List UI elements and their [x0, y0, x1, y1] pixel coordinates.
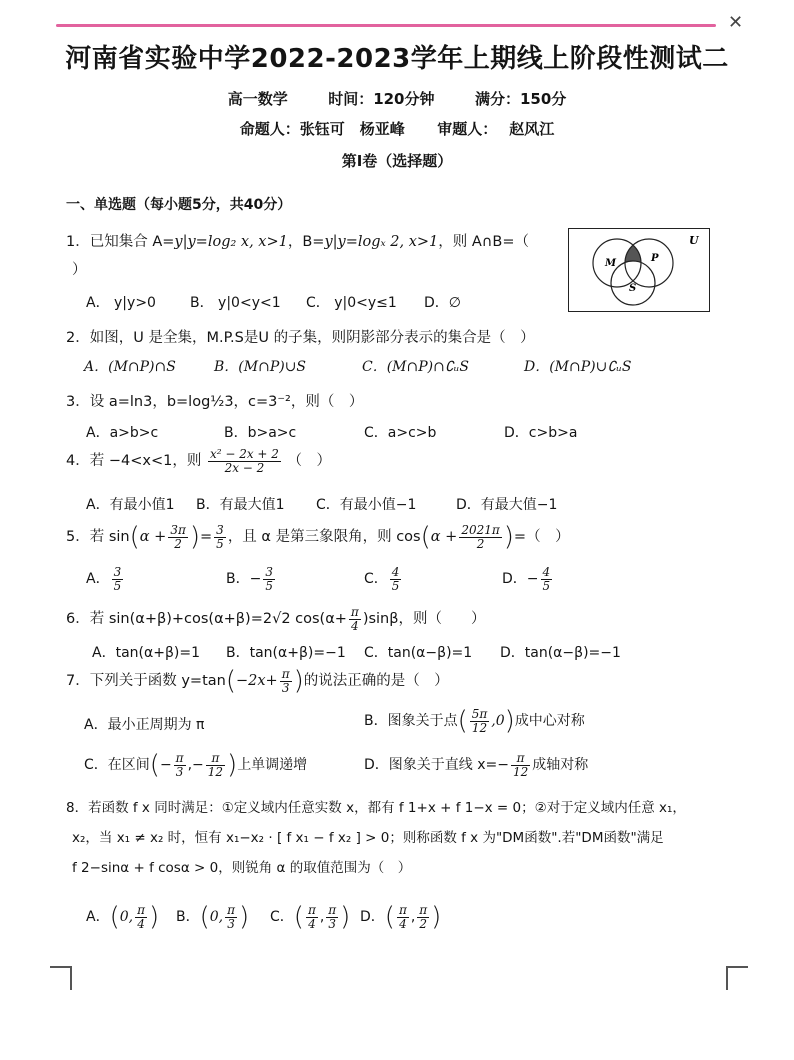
q8-option-b[interactable]: B．(0, $\frac{\pi}{3}$ ): [176, 902, 250, 932]
q5-b-num: 3: [265, 565, 273, 579]
q5-option-d[interactable]: [502, 566, 554, 592]
question-2-stem: 2．如图，U 是全集，M.P.S是U 的子集，则阴影部分表示的集合是（ ）: [66, 330, 535, 346]
q7-b-text-a: B．图象关于点: [364, 713, 458, 729]
q5-option-c[interactable]: [364, 566, 403, 592]
q4-text-b: （ ）: [287, 453, 332, 470]
crop-mark-left: [50, 966, 72, 990]
q3-option-c[interactable]: C．a>c>b: [364, 425, 437, 441]
q8-c-frac2: [326, 904, 338, 930]
q7-c-num2: π: [206, 752, 225, 766]
q5-d-den: 5: [542, 578, 551, 593]
q1-option-d[interactable]: D．∅: [424, 295, 461, 311]
q1-text-c: ，则 A∩B=（: [438, 234, 530, 250]
q1-option-a[interactable]: A． y|y>0: [86, 295, 156, 311]
q8-d-den1: 4: [399, 916, 407, 931]
q6-num: π: [350, 605, 359, 619]
q8-d-frac1: [397, 904, 409, 930]
question-3-stem: 3．设 a=ln3，b=log½3，c=3⁻²，则（ ）: [66, 394, 364, 410]
q7-option-b[interactable]: B．图象关于点( $\frac{5\pi}{12}$ ,0)成中心对称: [364, 706, 585, 736]
authors: 张钰可 杨亚峰: [299, 120, 405, 138]
q5-arg2: α +: [430, 529, 458, 545]
q7-c-frac2: [206, 752, 225, 778]
full-score: 满分：150分: [474, 90, 567, 108]
question-4-stem: [66, 448, 331, 474]
q7-b-den: 12: [471, 720, 488, 735]
label-u: U: [689, 234, 699, 247]
question-6-stem: [66, 606, 486, 632]
q2-option-b[interactable]: B．(M∩P)∪S: [214, 359, 307, 375]
q8-c-den2: 3: [328, 916, 337, 931]
q5-frac3-den: 2: [476, 536, 485, 551]
q3-option-d[interactable]: D．c>b>a: [504, 425, 578, 441]
q8-c-num2: π: [328, 902, 337, 917]
q7-option-a[interactable]: A．最小正周期为 π: [84, 717, 205, 733]
question-8-line-3: f 2−sinα + f cosα > 0，则锐角 α 的取值范围为（ ）: [72, 860, 412, 876]
label-s: S: [629, 283, 637, 294]
q5-c-den: 5: [391, 578, 400, 593]
q8-c-num1: π: [307, 902, 316, 917]
q4-option-b[interactable]: B．有最大值1: [196, 497, 285, 513]
q8-option-d[interactable]: D．( $\frac{\pi}{4}$ , $\frac{\pi}{2}$ ): [360, 902, 442, 932]
q5-a-frac: [112, 566, 124, 592]
duration: 时间：120分钟: [328, 90, 435, 108]
q8-option-a[interactable]: A．(0, $\frac{\pi}{4}$ ): [86, 902, 160, 932]
q6-text-a: 6．若 sin(α+β)+cos(α+β)=2√2 cos(α+: [66, 611, 347, 628]
q5-eq: =: [200, 529, 213, 545]
q7-b-frac: [470, 708, 490, 734]
reviewer-label: 审题人：: [437, 120, 498, 138]
q5-frac1-den: 2: [174, 536, 182, 551]
q1-close-paren: ）: [72, 262, 87, 278]
q7-c-text-a: C．在区间: [84, 757, 150, 773]
q5-c-num: 4: [391, 565, 400, 579]
q5-d-frac: [541, 566, 553, 592]
q5-a-label: A．: [86, 571, 110, 588]
q8-d-label: D．: [360, 909, 385, 925]
q6-text-b: )sinβ，则（ ）: [362, 611, 486, 628]
q8-a-frac: [135, 904, 147, 930]
q8-option-c[interactable]: C．( $\frac{\pi}{4}$ , $\frac{\pi}{3}$ ): [270, 902, 351, 932]
q5-c-label: C．: [364, 571, 388, 588]
q5-d-label: D．−: [502, 571, 539, 588]
q5-frac3-num: 2021π: [461, 522, 500, 537]
q7-c-text-b: 上单调递增: [237, 757, 308, 773]
q5-text-c: =（ ）: [513, 529, 570, 545]
q1-set-a: y|y=log₂ x, x>1: [174, 234, 288, 250]
volume-heading: 第I卷（选择题）: [341, 152, 453, 170]
subject: 高一数学: [227, 90, 288, 108]
q6-option-b[interactable]: B．tan(α+β)=−1: [226, 645, 346, 661]
q1-text-b: ，B=: [287, 234, 325, 250]
q5-arg1: α +: [139, 529, 167, 545]
q5-c-frac: [390, 566, 402, 592]
q7-c-frac1: [174, 752, 186, 778]
q5-frac3: [459, 524, 501, 550]
q5-frac2-den: 5: [216, 536, 224, 551]
q8-c-den1: 4: [308, 916, 316, 931]
q7-c-den1: 3: [175, 764, 184, 779]
q2-option-d[interactable]: D．(M∩P)∪∁ᵤS: [524, 359, 632, 375]
q4-denominator: 2x − 2: [224, 460, 265, 475]
q6-frac: [349, 606, 361, 632]
q7-num: π: [281, 666, 290, 681]
q7-b-num: 5π: [471, 706, 488, 721]
q7-den: 3: [281, 680, 290, 695]
q8-d-num2: π: [419, 902, 428, 917]
q6-den: 4: [351, 618, 359, 633]
q1-option-c[interactable]: C． y|0<y≤1: [306, 295, 397, 311]
q7-d-text-b: 成轴对称: [532, 757, 589, 774]
author-line: [0, 118, 794, 139]
q6-option-a[interactable]: A．tan(α+β)=1: [92, 645, 200, 661]
q4-text-a: 4．若 −4<x<1，则: [66, 453, 202, 470]
q7-b-text-b: 成中心对称: [514, 713, 585, 729]
q5-b-label: B．−: [226, 571, 262, 588]
header-accent-line: [56, 24, 716, 27]
q8-b-label: B．: [176, 909, 200, 925]
q1-set-b: y|y=logₓ 2, x>1: [324, 234, 439, 250]
q8-d-frac2: [417, 904, 429, 930]
crop-mark-right: [726, 966, 748, 990]
q4-option-c[interactable]: C．有最小值−1: [316, 497, 417, 513]
q8-d-num1: π: [398, 902, 407, 917]
q7-d-num: π: [511, 752, 530, 766]
section-heading: 一、单选题（每小题5分，共40分）: [66, 197, 292, 213]
q4-option-d[interactable]: D．有最大值−1: [456, 497, 558, 513]
exam-info: [0, 88, 794, 109]
q5-a-num: 3: [113, 565, 122, 579]
q8-d-den2: 2: [419, 916, 428, 931]
q5-option-a[interactable]: [86, 566, 125, 592]
q3-option-b[interactable]: B．b>a>c: [224, 425, 297, 441]
q7-b-mid: ,0: [491, 713, 505, 729]
q8-c-frac1: [306, 904, 318, 930]
q4-option-a[interactable]: A．有最小值1: [86, 497, 175, 513]
authors-label: 命题人：: [239, 120, 300, 138]
q7-option-d[interactable]: [364, 752, 588, 778]
q7-d-frac: [511, 752, 530, 778]
q8-b-num: π: [227, 902, 236, 917]
question-8-line-1: 8．若函数 f x 同时满足：①定义域内任意实数 x，都有 f 1+x + f 1−x = 0；②对于定义域内任意 x₁，: [66, 800, 686, 816]
q5-frac1-num: 3π: [170, 522, 186, 537]
q7-c-den2: 12: [207, 764, 224, 779]
q7-option-c[interactable]: C．在区间(− $\frac{\pi}{3}$ ,− $\frac{\pi}{12}$ )上单调递增: [84, 750, 308, 780]
q5-frac1: [168, 524, 188, 550]
q5-frac2: [214, 524, 226, 550]
q8-a-den: 4: [137, 916, 145, 931]
q7-arg: −2x+: [235, 673, 278, 689]
q7-d-den: 12: [512, 764, 529, 779]
shaded-region: [611, 239, 673, 305]
close-icon[interactable]: ✕: [728, 12, 744, 33]
q5-d-num: 4: [542, 565, 551, 579]
page-title: 河南省实验中学2022-2023学年上期线上阶段性测试二: [65, 44, 729, 74]
q5-option-b[interactable]: [226, 566, 277, 592]
question-1-stem: [66, 230, 529, 251]
question-8-line-2: x₂，当 x₁ ≠ x₂ 时，恒有 x₁−x₂ · [ f x₁ − f x₂ ] > 0；则称函数 f x 为"DM函数".若"DM函数"满足: [72, 830, 664, 846]
q8-c-label: C．: [270, 909, 294, 925]
venn-svg: [569, 229, 709, 311]
q4-numerator: x² − 2x + 2: [209, 447, 279, 461]
q2-option-c[interactable]: C．(M∩P)∩∁ᵤS: [362, 359, 469, 375]
question-7-stem: 7．下列关于函数 y=tan(−2x+ $\frac{\pi}{3}$ )的说法正确的是（ ）: [66, 666, 449, 696]
q7-d-text-a: D．图象关于直线 x=−: [364, 757, 509, 774]
q5-a-den: 5: [113, 578, 122, 593]
q3-option-a[interactable]: A．a>b>c: [86, 425, 159, 441]
venn-diagram: [568, 228, 710, 312]
q5-b-den: 5: [265, 578, 273, 593]
q5-b-frac: [263, 566, 275, 592]
q2-option-a[interactable]: A．(M∩P)∩S: [84, 359, 176, 375]
q7-c-num1: π: [175, 750, 184, 765]
q6-option-c[interactable]: C．tan(α−β)=1: [364, 645, 473, 661]
q5-frac2-num: 3: [216, 522, 224, 537]
label-p: P: [651, 253, 659, 264]
q1-text-a: 1．已知集合 A=: [66, 234, 175, 250]
q7-frac: [280, 668, 292, 694]
reviewer: 赵风江: [509, 120, 555, 138]
q8-b-frac: [225, 904, 237, 930]
q5-text-a: 5．若 sin: [66, 529, 130, 545]
label-m: M: [605, 258, 617, 269]
q7-text-b: 的说法正确的是（ ）: [303, 673, 449, 689]
q1-option-b[interactable]: B． y|0<y<1: [190, 295, 281, 311]
q7-text-a: 7．下列关于函数 y=tan: [66, 673, 226, 689]
q4-fraction: [208, 448, 281, 474]
q8-a-label: A．: [86, 909, 110, 925]
q8-a-num: π: [137, 902, 145, 917]
q5-text-b: ，且 α 是第三象限角，则 cos: [227, 529, 421, 545]
question-5-stem: 5．若 sin(α + $\frac{3\pi}{2}$ )= $\frac{3}{5}$ ，且 α 是第三象限角，则 cos(α + $\frac{2021\pi}{2}$ )=（ ）: [66, 522, 570, 552]
q8-b-den: 3: [227, 916, 235, 931]
q6-option-d[interactable]: D．tan(α−β)=−1: [500, 645, 621, 661]
